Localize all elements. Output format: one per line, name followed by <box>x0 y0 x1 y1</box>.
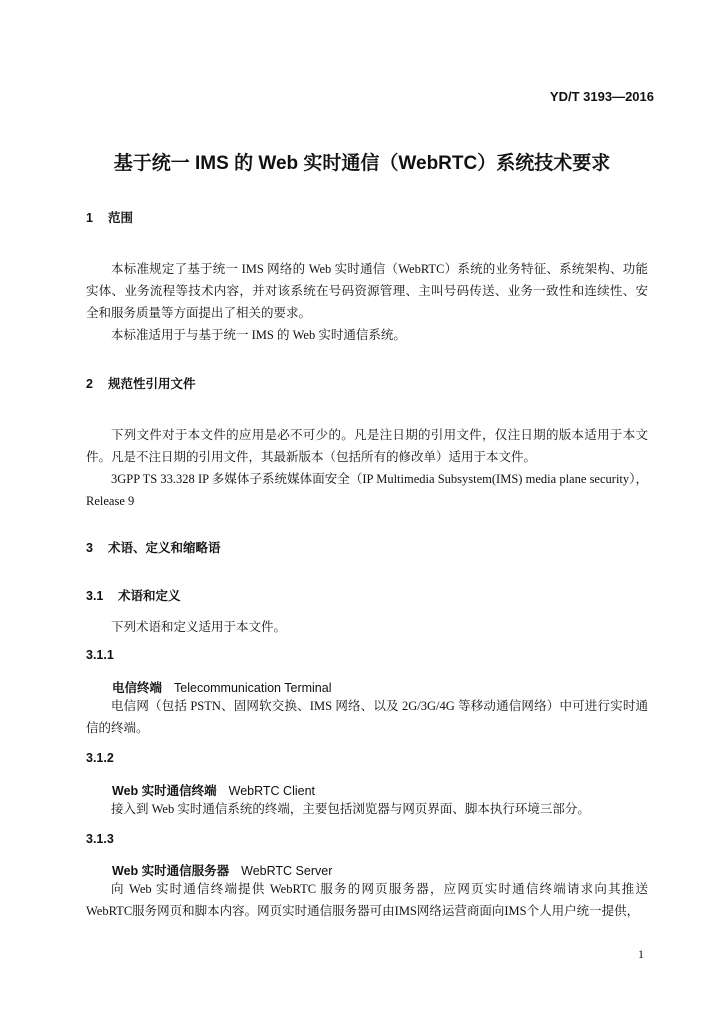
section-title: 范围 <box>108 211 134 225</box>
subsection-number: 3.1 <box>86 589 104 603</box>
term-en: WebRTC Client <box>228 784 316 798</box>
term-heading <box>112 781 315 799</box>
section-heading-terms <box>86 538 221 556</box>
scope-paragraph-1: 本标准规定了基于统一 IMS 网络的 Web 实时通信（WebRTC）系统的业务特征、系统架构、功能实体、业务流程等技术内容，并对该系统在号码资源管理、主叫号码传送、业务一致性和连续性、安全和服务质量等方面提出了相关的要求。 <box>86 262 648 320</box>
term-cn: Web 实时通信服务器 <box>112 864 230 878</box>
terms-intro: 下列术语和定义适用于本文件。 <box>111 620 287 634</box>
term-heading <box>112 861 332 879</box>
term-cn: Web 实时通信终端 <box>112 784 217 798</box>
subsection-title: 术语和定义 <box>118 589 181 603</box>
standard-number: YD/T 3193—2016 <box>549 89 654 104</box>
term-en: Telecommunication Terminal <box>174 681 332 695</box>
scope-paragraph-2: 本标准适用于与基于统一 IMS 的 Web 实时通信系统。 <box>111 328 406 342</box>
section-number: 2 <box>86 377 93 391</box>
section-heading-scope <box>86 208 133 226</box>
term-definition: 电信网（包括 PSTN、固网软交换、IMS 网络、以及 2G/3G/4G 等移动通信网络）中可进行实时通信的终端。 <box>86 699 648 735</box>
document-title: 基于统一 IMS 的 Web 实时通信（WebRTC）系统技术要求 <box>113 153 611 174</box>
term-heading <box>112 678 332 696</box>
section-number: 1 <box>86 211 93 225</box>
term-definition: 向 Web 实时通信终端提供 WebRTC 服务的网页服务器，应网页实时通信终端请求向其推送WebRTC服务网页和脚本内容。网页实时通信服务器可由IMS网络运营商面向IMS个人用户统一提供， <box>86 882 648 918</box>
term-definition: 接入到 Web 实时通信系统的终端，主要包括浏览器与网页界面、脚本执行环境三部分。 <box>111 802 590 816</box>
term-number: 3.1.1 <box>86 648 114 662</box>
references-paragraph-1: 下列文件对于本文件的应用是必不可少的。凡是注日期的引用文件，仅注日期的版本适用于本文件。凡是不注日期的引用文件，其最新版本（包括所有的修改单）适用于本文件。 <box>86 428 648 464</box>
section-title: 术语、定义和缩略语 <box>108 541 221 555</box>
section-heading-references <box>86 374 196 392</box>
term-number: 3.1.2 <box>86 751 114 765</box>
section-number: 3 <box>86 541 93 555</box>
subsection-heading-terms-definitions <box>86 586 181 604</box>
term-number: 3.1.3 <box>86 832 114 846</box>
reference-entry: 3GPP TS 33.328 IP 多媒体子系统媒体面安全（IP Multimedia Subsystem(IMS) media plane security），Release 9 <box>86 472 648 508</box>
term-cn: 电信终端 <box>112 681 163 695</box>
section-title: 规范性引用文件 <box>108 377 196 391</box>
page-number: 1 <box>638 947 644 961</box>
term-en: WebRTC Server <box>241 864 333 878</box>
